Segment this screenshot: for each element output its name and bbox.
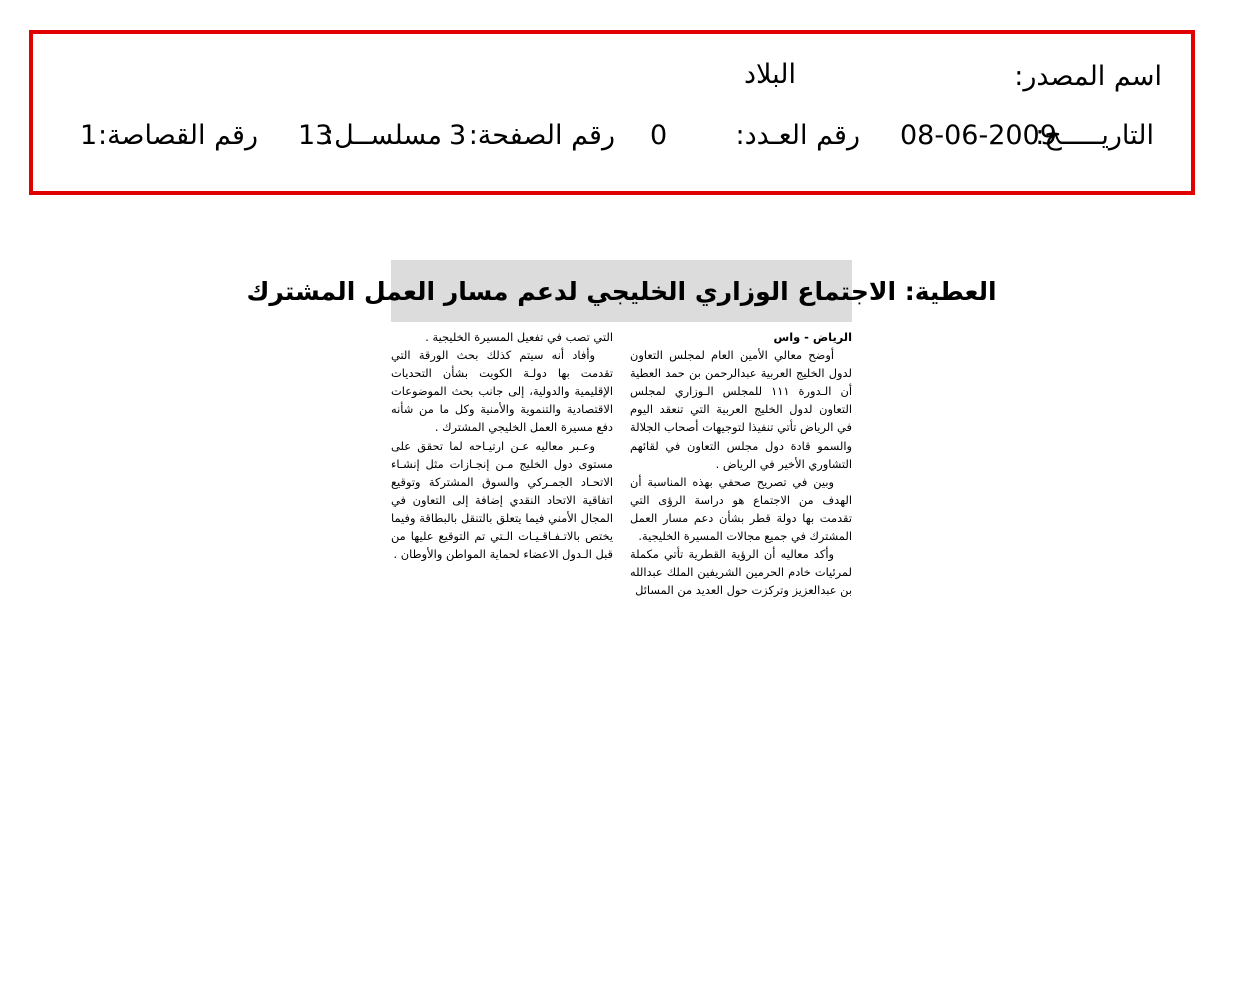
article-paragraph: أوضح معالي الأمين العام لمجلس التعاون لدول الخليج العربية عبدالرحمن بن حمد العطية أن الـدورة ١١١ للمجلس الـوزاري لمجلس التعاون لدول الخليج العربية التي تنعقد اليوم في الرياض تأتي تنفيذا لتوجيهات أصحاب الجلالة والسمو قادة دول مجلس التعاون في لقائهم التشاوري الأخير في الرياض . bbox=[630, 348, 852, 471]
article-paragraph: وبين في تصريح صحفي بهذه المناسبة أن الهدف من الاجتماع هو دراسة الرؤى التي تقدمت بها دولة قطر بشأن دعم مسار العمل المشترك في جميع مجالات المسيرة الخليجية. bbox=[630, 474, 852, 544]
article-paragraph: التي تصب في تفعيل المسيرة الخليجية . bbox=[425, 330, 613, 344]
source-value: البلاد bbox=[743, 59, 796, 90]
clip-label: رقم القصاصة: bbox=[97, 120, 258, 151]
source-label: اسم المصدر: bbox=[1014, 61, 1162, 92]
article-dateline: الرياض - واس bbox=[773, 330, 852, 344]
newspaper-clipping bbox=[246, 260, 997, 605]
date-label: التاريـــــخ: bbox=[1035, 120, 1154, 151]
clipping-metadata-box bbox=[29, 30, 1195, 195]
article-headline: العطية: الاجتماع الوزاري الخليجي لدعم مسار العمل المشترك bbox=[391, 260, 852, 322]
issue-value: 0 bbox=[650, 120, 668, 151]
page-label: رقم الصفحة: bbox=[468, 120, 615, 151]
article-paragraph: وأكد معاليه أن الرؤية القطرية تأتي مكملة لمرئيات خادم الحرمين الشريفين الملك عبدالله بن عبدالعزيز وتركزت حول العديد من المسائل bbox=[630, 547, 852, 598]
article-paragraph: وعـبر معاليه عـن ارتيـاحه لما تحقق على مستوى دول الخليج مـن إنجـازات مثل إنشـاء الاتحـاد الجمـركي والسوق المشتركة وتوقيع اتفاقية الاتحاد النقدي إضافة إلى التعاون في المجال الأمني فيما يتعلق بالتنقل بالبطاقة وفيما يختص بالاتـفـاقـيـات الـتي تم التوقيع عليها من قبل الـدول الاعضاء لحماية المواطن والأوطان . bbox=[391, 438, 613, 562]
issue-label: رقم العـدد: bbox=[735, 120, 860, 151]
clip-value: 1 bbox=[80, 120, 98, 151]
article-column-left bbox=[391, 328, 613, 563]
page-value: 3 bbox=[449, 120, 467, 151]
article-paragraph: وأفاد أنه سيتم كذلك بحث الورقة التي تقدمت بها دولـة الكويت بشأن التحديات الإقليمية والدولية، إلى جانب بحث الموضوعات الاقتصادية والتنموية والأمنية وكل ما من شأنه دفع مسيرة العمل الخليجي المشترك . bbox=[391, 348, 613, 435]
date-value: 08-06-2009 bbox=[900, 120, 1057, 151]
serial-value: 13 bbox=[298, 120, 333, 151]
article-column-right bbox=[630, 328, 852, 599]
serial-label: مسلســل: bbox=[325, 120, 442, 151]
